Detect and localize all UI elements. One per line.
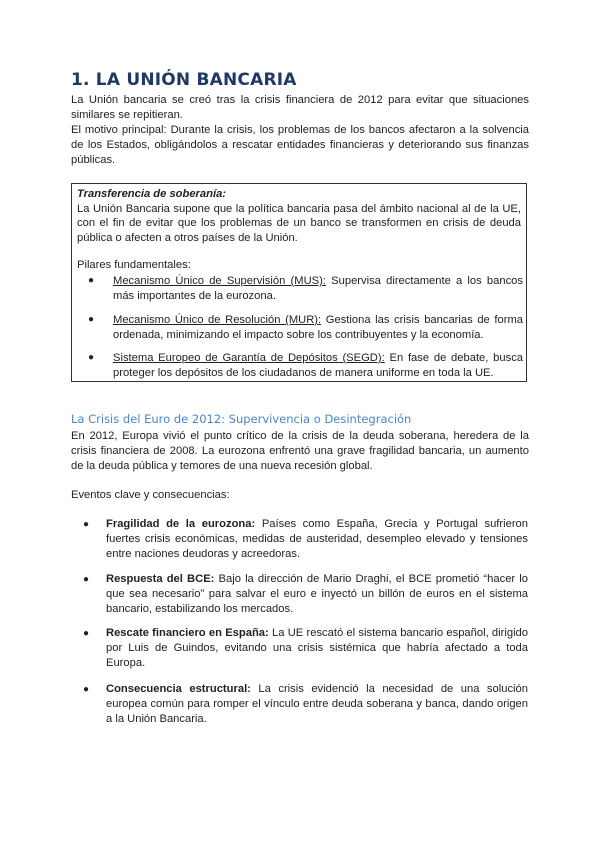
bullet-icon: ● bbox=[88, 314, 95, 325]
bullet-icon: ● bbox=[83, 519, 90, 530]
bullet-icon: ● bbox=[83, 684, 90, 695]
event-item-bce bbox=[83, 572, 528, 617]
bullet-icon: ● bbox=[88, 352, 95, 363]
event-item-rescate bbox=[83, 626, 528, 671]
event-title: Rescate financiero en España: bbox=[106, 627, 269, 639]
pillar-item-segd bbox=[88, 351, 524, 380]
event-text: La UE rescató el sistema bancario español, dirigido por Luis de Guindos, evitando una crisis sistémica que habría afectado a toda Europa. bbox=[106, 627, 528, 669]
pilares-label: Pilares fundamentales: bbox=[77, 259, 191, 271]
event-text: Países como España, Grecia y Portugal sufrieron fuertes crisis económicas, medidas de austeridad, desempleo elevado y tensiones entre naciones deudoras y acreedoras. bbox=[106, 518, 528, 560]
event-title: Fragilidad de la eurozona: bbox=[106, 518, 256, 530]
box-text: La Unión Bancaria supone que la política bancaria pasa del ámbito nacional al de la UE, con el fin de evitar que los problemas de un banco se transformen en crisis de deuda pública o afecten a otros países de la Unión. bbox=[77, 202, 521, 244]
crisis-intro-paragraph: En 2012, Europa vivió el punto crítico de la crisis de la deuda soberana, heredera de la crisis financiera de 2008. La eurozona enfrentó una grave fragilidad bancaria, un aumento de la deuda pública y temores de una nueva recesión global. bbox=[71, 430, 529, 472]
pillar-item-mus bbox=[88, 274, 523, 303]
pillar-name: Sistema Europeo de Garantía de Depósitos (SEGD): bbox=[113, 352, 385, 364]
pillar-name: Mecanismo Único de Supervisión (MUS): bbox=[113, 275, 326, 287]
event-text: Bajo la dirección de Mario Draghi, el BCE prometió “hacer lo que sea necesario” para salvar el euro e inyectó un billón de euros en el sistema bancario, estabilizando los mercados. bbox=[106, 573, 528, 615]
section-heading-union-bancaria: 1. LA UNIÓN BANCARIA bbox=[71, 70, 297, 90]
event-title: Respuesta del BCE: bbox=[106, 573, 215, 585]
bullet-icon: ● bbox=[83, 574, 90, 585]
pillar-desc: En fase de debate, busca proteger los depósitos de los ciudadanos de manera uniforme en toda la UE. bbox=[113, 352, 524, 379]
events-label: Eventos clave y consecuencias: bbox=[71, 489, 230, 501]
event-item-consecuencia bbox=[83, 682, 528, 727]
intro-paragraph: La Unión bancaria se creó tras la crisis financiera de 2012 para evitar que situaciones similares se repitieran. bbox=[71, 94, 529, 121]
section-heading-crisis-euro: La Crisis del Euro de 2012: Supervivencia o Desintegración bbox=[71, 412, 412, 426]
box-title: Transferencia de soberanía: bbox=[77, 188, 227, 200]
event-item-fragilidad bbox=[83, 517, 528, 562]
soberania-box bbox=[71, 183, 527, 382]
event-text: La crisis evidenció la necesidad de una solución europea común para romper el vínculo entre deuda soberana y banca, dando origen a la Unión Bancaria. bbox=[106, 683, 528, 725]
bullet-icon: ● bbox=[83, 628, 90, 639]
pillar-item-mur bbox=[88, 313, 523, 342]
event-title: Consecuencia estructural: bbox=[106, 683, 251, 695]
pillar-desc: Supervisa directamente a los bancos más importantes de la eurozona. bbox=[113, 275, 523, 302]
bullet-icon: ● bbox=[88, 275, 95, 286]
motivo-paragraph: El motivo principal: Durante la crisis, los problemas de los bancos afectaron a la solvencia de los Estados, obligándolos a rescatar entidades financieras y deteriorando sus finanzas públicas. bbox=[71, 124, 529, 166]
pillar-desc: Gestiona las crisis bancarias de forma ordenada, minimizando el impacto sobre los contribuyentes y la economía. bbox=[113, 314, 523, 341]
pillar-name: Mecanismo Único de Resolución (MUR): bbox=[113, 314, 322, 326]
